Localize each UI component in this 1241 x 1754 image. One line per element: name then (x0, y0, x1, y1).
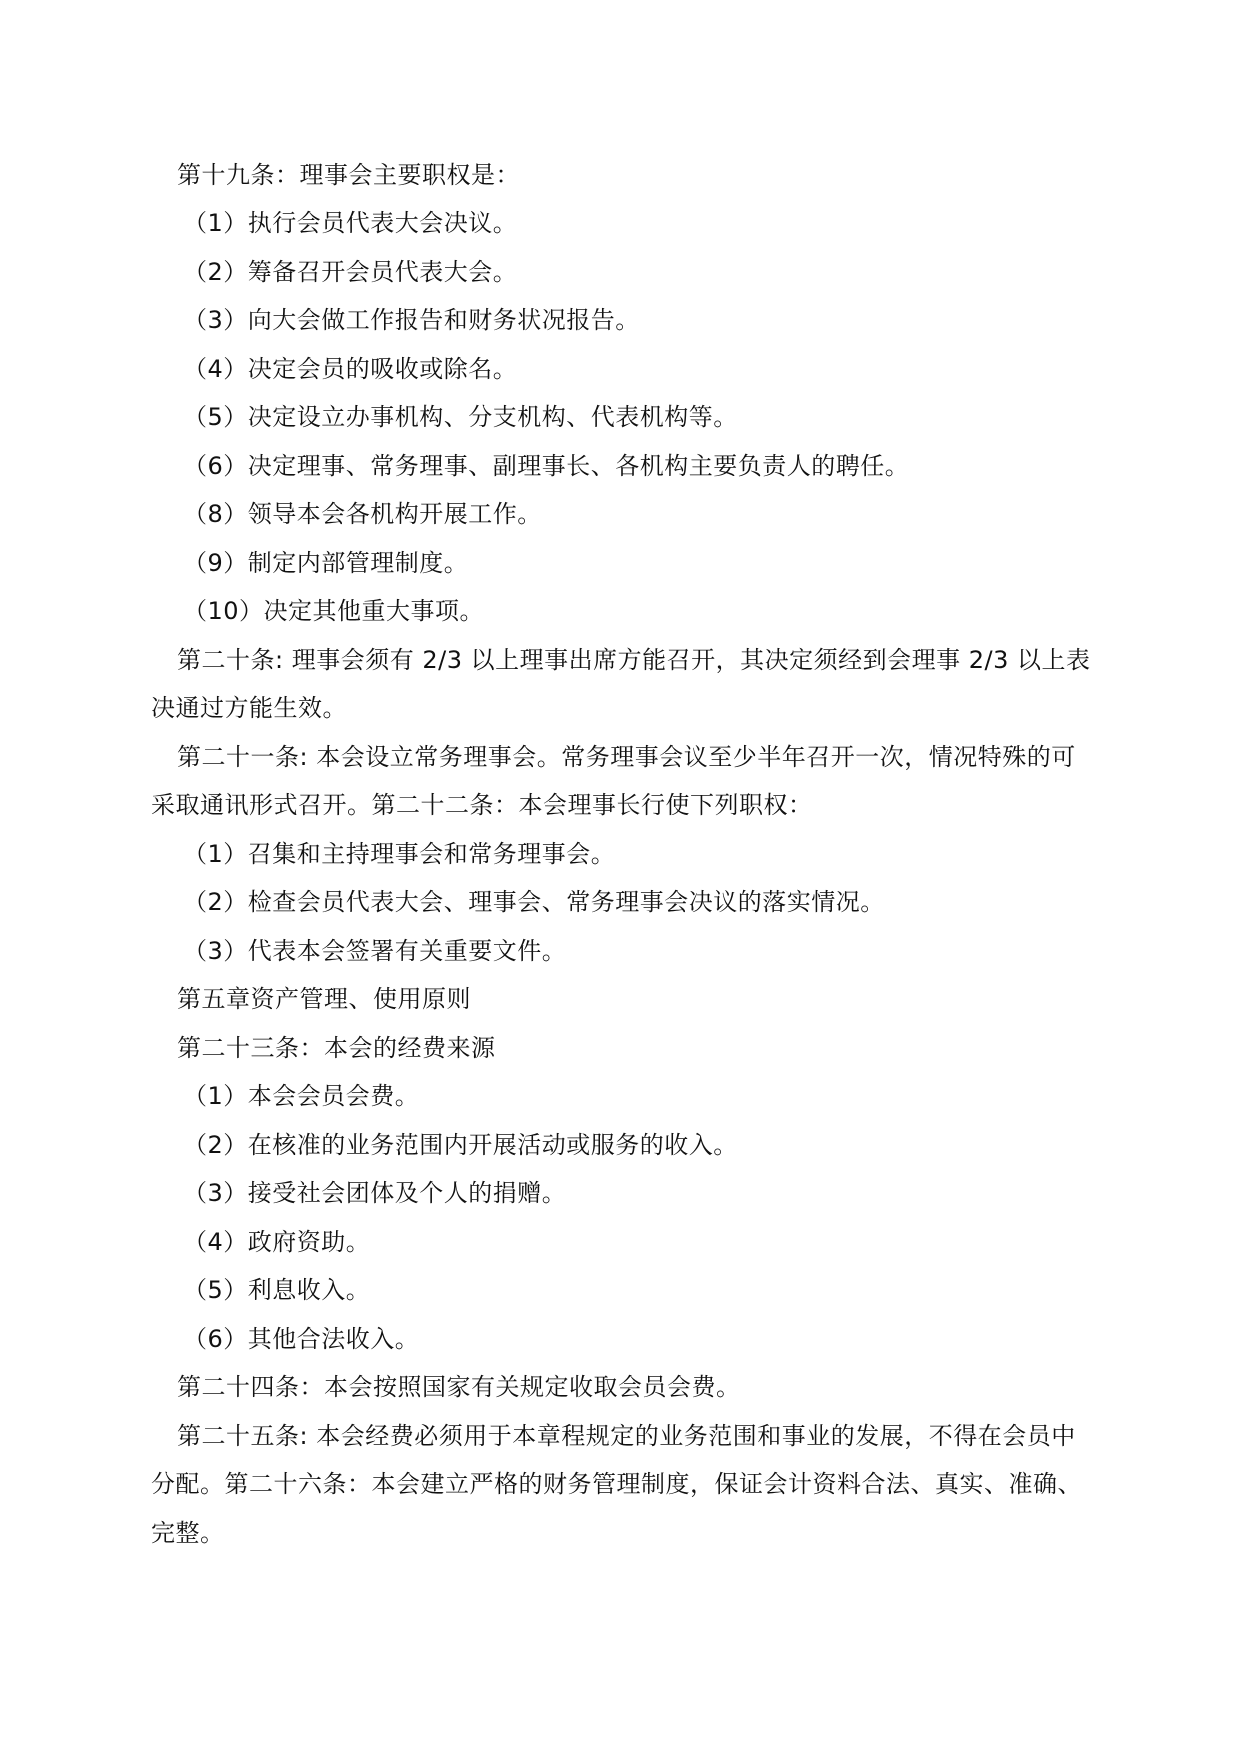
article-21-line-1: 第二十一条: 本会设立常务理事会。常务理事会议至少半年召开一次，情况特殊的可 (177, 743, 1076, 771)
article-23-heading: 第二十三条：本会的经费来源 (177, 1034, 496, 1062)
article-19-item-6: （6）决定理事、常务理事、副理事长、各机构主要负责人的聘任。 (183, 452, 910, 480)
article-23-item-3: （3）接受社会团体及个人的捐赠。 (183, 1179, 567, 1207)
article-19-heading: 第十九条：理事会主要职权是： (177, 161, 520, 189)
article-20-line-1: 第二十条: 理事会须有 2/3 以上理事出席方能召开，其决定须经到会理事 2/3 以上表 (177, 646, 1091, 674)
article-24: 第二十四条：本会按照国家有关规定收取会员会费。 (177, 1373, 741, 1401)
article-22-item-3: （3）代表本会签署有关重要文件。 (183, 937, 567, 965)
article-19-item-4: （4）决定会员的吸收或除名。 (183, 355, 518, 383)
article-22-item-2: （2）检查会员代表大会、理事会、常务理事会决议的落实情况。 (183, 888, 885, 916)
article-25-26-line-2: 分配。第二十六条：本会建立严格的财务管理制度，保证会计资料合法、真实、准确、 (151, 1470, 1082, 1498)
article-19-item-10: （10）决定其他重大事项。 (183, 597, 485, 625)
article-26-line-3: 完整。 (151, 1519, 225, 1547)
article-23-item-1: （1）本会会员会费。 (183, 1082, 420, 1110)
article-20-line-2: 决通过方能生效。 (151, 694, 347, 722)
article-22-item-1: （1）召集和主持理事会和常务理事会。 (183, 840, 616, 868)
article-19-item-2: （2）筹备召开会员代表大会。 (183, 258, 518, 286)
article-23-item-2: （2）在核准的业务范围内开展活动或服务的收入。 (183, 1131, 738, 1159)
article-23-item-6: （6）其他合法收入。 (183, 1325, 420, 1353)
chapter-5-heading: 第五章资产管理、使用原则 (177, 985, 471, 1013)
article-19-item-9: （9）制定内部管理制度。 (183, 549, 469, 577)
article-25-line-1: 第二十五条: 本会经费必须用于本章程规定的业务范围和事业的发展，不得在会员中 (177, 1422, 1076, 1450)
article-23-item-4: （4）政府资助。 (183, 1228, 371, 1256)
article-19-item-3: （3）向大会做工作报告和财务状况报告。 (183, 306, 640, 334)
article-23-item-5: （5）利息收入。 (183, 1276, 371, 1304)
article-19-item-1: （1）执行会员代表大会决议。 (183, 209, 518, 237)
article-19-item-8: （8）领导本会各机构开展工作。 (183, 500, 542, 528)
article-19-item-5: （5）决定设立办事机构、分支机构、代表机构等。 (183, 403, 738, 431)
article-21-22-line-2: 采取通讯形式召开。第二十二条：本会理事长行使下列职权： (151, 791, 813, 819)
